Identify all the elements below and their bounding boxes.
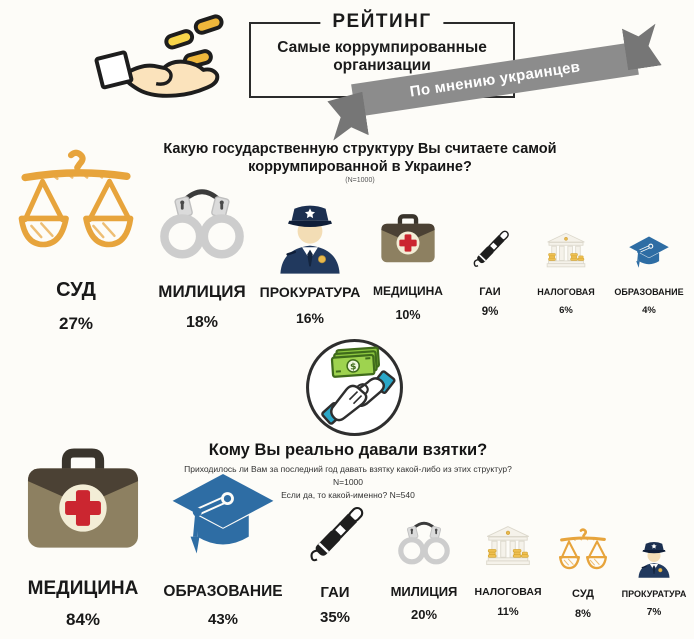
rating-item	[158, 465, 288, 630]
tax-building-icon	[543, 231, 589, 277]
category-label: СУД	[56, 279, 96, 301]
rating-item	[526, 231, 606, 334]
tax-building-icon	[482, 524, 534, 576]
percentage-value: 20%	[410, 607, 438, 622]
question-2-note-line3: Если да, то какой-именно? N=540	[281, 489, 415, 500]
percentage-value: 7%	[646, 607, 662, 618]
scales-icon	[14, 149, 138, 273]
handcuffs-icon	[155, 180, 249, 274]
page-title: РЕЙТИНГ	[320, 11, 443, 33]
question-2-text: Кому Вы реально давали взятки?	[208, 441, 488, 459]
category-label: НАЛОГОВАЯ	[537, 287, 595, 297]
percentage-value: 84%	[65, 610, 101, 629]
rating-item	[550, 528, 616, 630]
police-officer-icon	[633, 537, 675, 579]
hand-coins-icon	[90, 10, 240, 118]
percentage-value: 27%	[58, 314, 94, 333]
baton-icon	[293, 494, 377, 578]
category-label: МИЛИЦИЯ	[158, 282, 246, 301]
police-officer-icon	[270, 196, 350, 276]
rating-item	[454, 222, 526, 334]
rating-item	[362, 212, 454, 334]
medical-bag-icon	[19, 444, 147, 572]
category-label: ГАИ	[479, 286, 501, 298]
rating-item	[606, 233, 692, 334]
percentage-value: 10%	[395, 308, 421, 322]
rating-item	[8, 444, 158, 630]
rating-item	[466, 524, 550, 630]
svg-text:$: $	[349, 362, 357, 373]
percentage-value: 6%	[559, 305, 573, 316]
rating-item	[616, 537, 692, 630]
category-label: ПРОКУРАТУРА	[621, 589, 687, 599]
percentage-value: 43%	[207, 611, 239, 628]
category-label: ОБРАЗОВАНИЕ	[614, 287, 684, 297]
category-label: МЕДИЦИНА	[373, 284, 443, 298]
bribe-money-hands-icon	[304, 337, 405, 438]
percentage-value: 35%	[319, 609, 351, 626]
percentage-value: 4%	[642, 305, 656, 316]
percentage-value: 18%	[185, 314, 219, 331]
category-label: ГАИ	[320, 584, 350, 601]
rating-item	[6, 149, 146, 334]
actual-bribes-ranking-row	[8, 452, 688, 630]
graduation-cap-icon	[167, 465, 279, 577]
category-label: ОБРАЗОВАНИЕ	[163, 583, 283, 600]
question-1-sample-note: (N=1000)	[345, 177, 375, 185]
rating-item	[382, 516, 466, 630]
graduation-cap-icon	[627, 233, 671, 277]
rating-item	[258, 196, 362, 334]
percentage-value: 16%	[295, 310, 325, 326]
rating-item	[146, 180, 258, 334]
category-label: МЕДИЦИНА	[27, 578, 139, 599]
question-2-note-line1: Приходилось ли Вам за последний год давать взятку какой-либо из этих структур?	[184, 464, 512, 474]
percentage-value: 9%	[481, 306, 499, 318]
percentage-value: 11%	[497, 606, 519, 618]
question-1-text: Какую государственную структуру Вы считаете самой коррумпированной в Украине?	[163, 141, 557, 175]
percentage-value: 8%	[575, 608, 591, 620]
ribbon-label: По мнению украинцев	[408, 58, 582, 101]
category-label: ПРОКУРАТУРА	[259, 284, 361, 300]
category-label: МИЛИЦИЯ	[390, 584, 458, 599]
perception-ranking-row	[6, 146, 690, 334]
category-label: НАЛОГОВАЯ	[474, 586, 542, 598]
medical-bag-icon	[377, 212, 439, 274]
baton-icon	[462, 222, 518, 278]
page-subtitle: Самые коррумпированные организации	[277, 39, 487, 74]
scales-icon	[557, 528, 609, 580]
rating-item	[288, 494, 382, 630]
handcuffs-icon	[395, 516, 453, 574]
question-2-note-line2: N=1000	[332, 476, 363, 487]
category-label: СУД	[572, 588, 594, 600]
